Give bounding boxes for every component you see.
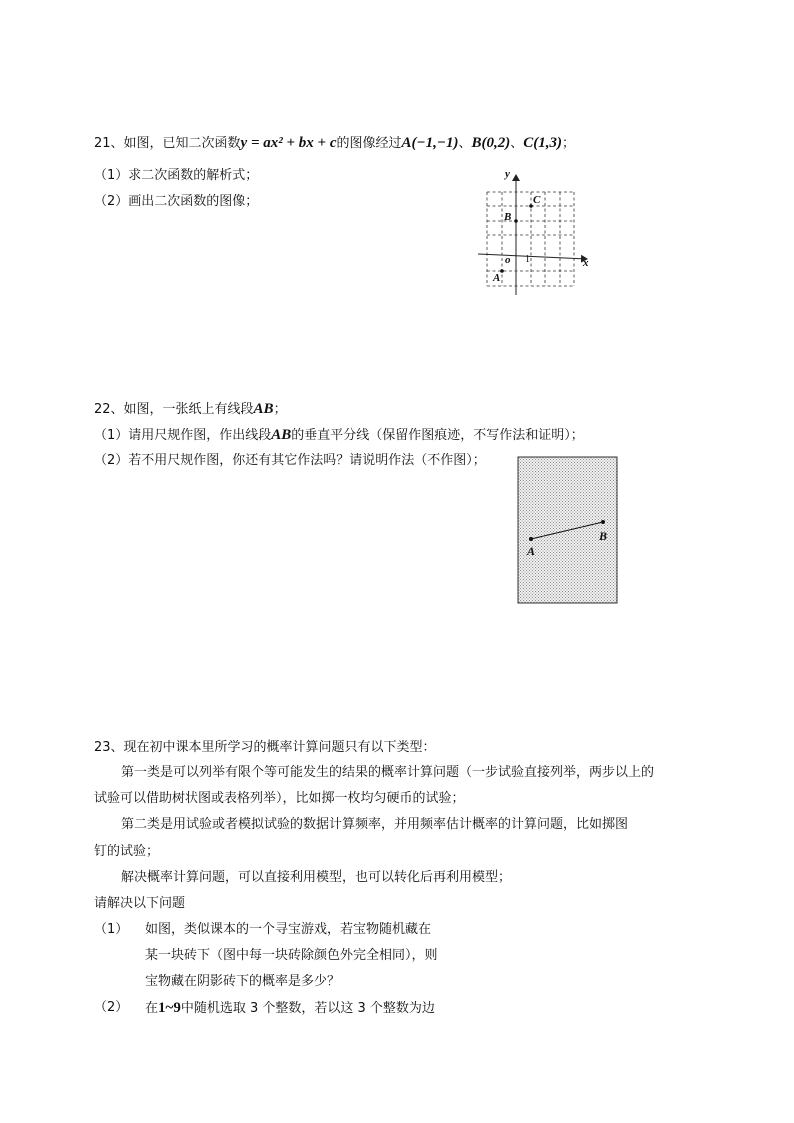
q22-part1-segment: AB	[271, 427, 292, 443]
q23-type2-line2: 钉的试验；	[94, 844, 160, 859]
q23-method: 解决概率计算问题，可以直接利用模型，也可以转化后再利用模型；	[121, 870, 512, 885]
q21-point-a: A(−1,−1)	[401, 135, 459, 151]
y-axis-label: y	[505, 168, 510, 180]
x-axis	[478, 254, 587, 259]
q23-p2-prefix: 在	[145, 1001, 159, 1016]
q21-function-expression: y = ax² + bx + c	[240, 135, 337, 151]
q21-point-c: C(1,3)	[523, 135, 562, 151]
point-a-label: A	[527, 544, 536, 558]
q22-intro-prefix: 22、如图，一张纸上有线段	[94, 402, 254, 417]
q22-segment: AB	[253, 401, 274, 417]
q23-problem1-number: （1）	[94, 922, 129, 937]
q22-intro-end: ；	[273, 402, 287, 417]
q22-part1-prefix: （1）请用尺规作图，作出线段	[94, 428, 272, 443]
q22-stem	[94, 399, 287, 420]
point-b-dot	[514, 219, 518, 223]
point-b-dot	[601, 520, 605, 524]
point-b-label: B	[504, 211, 512, 223]
origin-label: o	[505, 254, 511, 266]
q21-separator-2: 、	[510, 136, 524, 151]
q23-p2-suffix: 中随机选取 3 个整数，若以这 3 个整数为边	[180, 1001, 435, 1016]
q22-part-1	[94, 425, 584, 446]
x-axis-label: x	[583, 257, 589, 269]
q23-type2-line1: 第二类是用试验或者模拟试验的数据计算频率，并用频率估计概率的计算问题，比如掷图	[121, 817, 629, 832]
q23-problem1-line1: 如图，类似课本的一个寻宝游戏，若宝物随机藏在	[145, 922, 432, 937]
point-a-dot	[500, 269, 504, 273]
q21-coordinate-figure	[470, 165, 600, 297]
q23-type1-line1: 第一类是可以列举有限个等可能发生的结果的概率计算问题（一步试验直接列举，两步以上的	[121, 765, 655, 780]
q22-paper-figure	[517, 456, 619, 606]
q21-point-b: B(0,2)	[471, 135, 511, 151]
q21-intro-mid: 的图像经过	[336, 136, 402, 151]
point-a-label: A	[493, 272, 501, 284]
q23-problem2-line1	[145, 998, 435, 1019]
q22-part1-suffix: 的垂直平分线（保留作图痕迹，不写作法和证明）；	[291, 428, 584, 443]
point-a-dot	[529, 537, 533, 541]
q23-problem1-line2: 某一块砖下（图中每一块砖除颜色外完全相同），则	[145, 948, 438, 963]
q22-part-2: （2）若不用尺规作图，你还有其它作法吗？请说明作法（不作图）；	[94, 453, 486, 468]
q21-stem	[94, 133, 575, 154]
q23-problem2-number: （2）	[94, 1000, 129, 1015]
q23-type1-line2: 试验可以借助树状图或表格列举），比如掷一枚均匀硬币的试验；	[94, 791, 465, 806]
q23-problem1-line3: 宝物藏在阴影砖下的概率是多少？	[145, 974, 341, 989]
q23-prompt: 请解决以下问题	[94, 896, 186, 911]
point-b-label: B	[599, 529, 608, 543]
q21-intro-end: ；	[562, 136, 576, 151]
q21-part-1: （1）求二次函数的解析式；	[94, 168, 259, 183]
q21-separator-1: 、	[458, 136, 472, 151]
q23-intro: 23、现在初中课本里所学习的概率计算问题只有以下类型：	[94, 740, 436, 755]
q23-p2-range: 1~9	[158, 1000, 181, 1016]
point-c-label: C	[533, 194, 541, 206]
q21-intro-prefix: 21、如图，已知二次函数	[94, 136, 241, 151]
unit-label: 1	[525, 254, 530, 265]
q21-part-2: （2）画出二次函数的图像；	[94, 194, 259, 209]
